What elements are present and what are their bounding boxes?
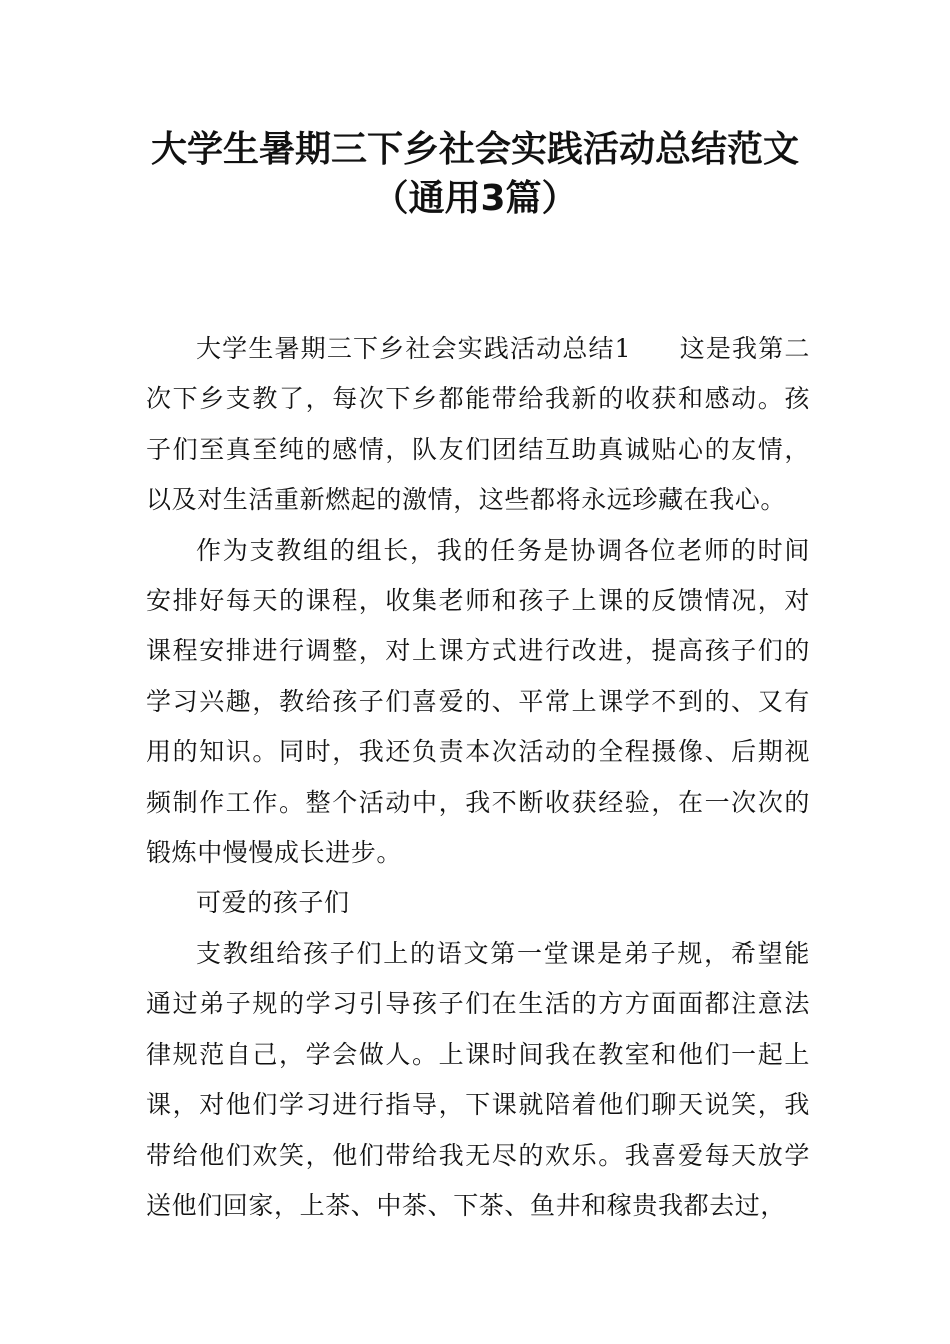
- paragraph-3: 支教组给孩子们上的语文第一堂课是弟子规，希望能通过弟子规的学习引导孩子们在生活的方方面面都注意法律规范自己，学会做人。上课时间我在教室和他们一起上课，对他们学习进行指导，下课就陪着他们聊天说笑，我带给他们欢笑，他们带给我无尽的欢乐。我喜爱每天放学送他们回家，上茶、中茶、下茶、鱼井和稼贵我都去过，: [146, 938, 810, 1220]
- document-subtitle: （通用3篇）: [372, 178, 578, 219]
- paragraph-1-text: 这是我第二次下乡支教了，每次下乡都能带给我新的收获和感动。孩子们至真至纯的感情，队友们团结互助真诚贴心的友情，以及对生活重新燃起的激情，这些都将永远珍藏在我心。: [146, 334, 810, 515]
- paragraph-2: 作为支教组的组长，我的任务是协调各位老师的时间安排好每天的课程，收集老师和孩子上课的反馈情况，对课程安排进行调整，对上课方式进行改进，提高孩子们的学习兴趣，教给孩子们喜爱的、平常上课学不到的、又有用的知识。同时，我还负责本次活动的全程摄像、后期视频制作工作。整个活动中，我不断收获经验，在一次次的锻炼中慢慢成长进步。: [146, 535, 810, 868]
- section-heading: 大学生暑期三下乡社会实践活动总结1: [196, 334, 632, 363]
- document-title: 大学生暑期三下乡社会实践活动总结范文: [150, 129, 799, 170]
- subheading-lovely-children: 可爱的孩子们: [196, 888, 350, 918]
- document-body: [146, 324, 810, 1231]
- paragraph-1: [146, 324, 810, 526]
